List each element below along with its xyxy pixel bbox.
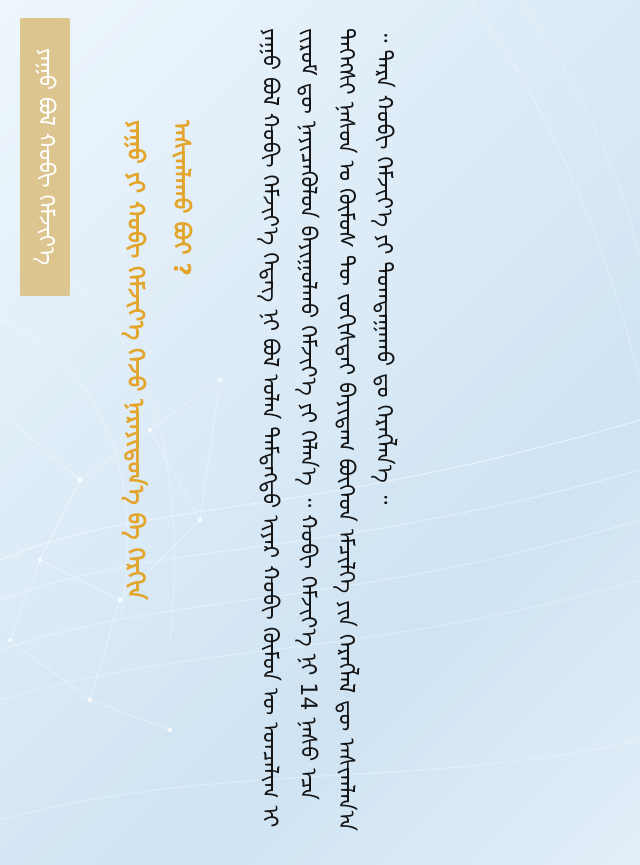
answer-paragraph: ᠶᠠᠭᠤ ᠪᠣᠯ ᠬᠤᠪᠢ ᠬᠡᠮᠵᠢᠶ᠎ᠡ ᠭᠡᠳᠡᠭ ᠨᠢ ᠪᠤᠯ ᠣᠯᠠᠨ ᠲᠡᠮᠳᠡᠭᠲᠦ ᠢᠶᠡᠷ ᠬᠤᠪᠢ ᠬᠦᠮᠦᠨ ᠦ ᠣᠨᠴᠠᠯᠢᠭ ᠢ ᠵᠢᠷᠤᠮ ᠳᠦ ᠨᠡᠶᠢᠴᠡᠭᠦᠯᠦᠨ ᠪᠠᠶᠢᠭᠤᠯᠬᠤ ᠬᠡᠮᠵᠢᠶ᠎ᠡ ᠶᠢ ᠬᠡᠯᠡᠨ᠎ᠡ ᠃ ᠬᠤᠪᠢ ᠬᠡᠮᠵᠢᠶ᠎ᠡ ᠨᠢ 14 ᠨᠠᠰᠤ ᠡᠴᠡ ᠳᠡᠭᠡᠭᠰᠢ ᠨᠠᠰᠤᠨ ᠤ ᠬᠦᠮᠦᠰ ᠲᠦ ᠵᠣᠬᠢᠰᠲᠠᠢ ᠪᠠᠶᠢᠳᠠᠭ ᠪᠥᠭᠡᠳ ᠡᠮᠴᠢᠯᠭᠡ ᠶᠢᠨ ᠬᠡᠷᠡᠭᠯᠡᠯ ᠳᠦ ᠠᠰᠢᠭᠯᠠᠨ᠎ᠠ ᠃ ᠲᠡᠷᠡ ᠬᠤᠪᠢ ᠬᠡᠮᠵᠢᠶ᠎ᠡ ᠶᠢ ᠲᠣᠭᠲᠠᠭᠠᠬᠤ ᠳᠤ ᠬᠡᠷᠡᠭᠯᠡᠨ᠎ᠡ ᠃ [257, 28, 396, 839]
question-heading: ᠶᠠᠭᠤ ᠶᠢ ᠬᠤᠪᠢ ᠬᠡᠮᠵᠢᠶ᠎ᠡ ᠭᠡᠵᠦ ᠨᠡᠷᠡᠶᠢᠳᠦᠨ᠎ᠡ ᠪᠠ ᠬᠡᠷᠬᠢᠨ ᠠᠰᠢᠭᠯᠠᠬᠤ ᠪᠤᠢ ? [122, 120, 194, 608]
title-label: ᠶᠠᠭᠤ ᠪᠣᠯ ᠬᠤᠪᠢ ᠬᠡᠮᠵᠢᠶ᠎ᠡ [33, 48, 58, 266]
